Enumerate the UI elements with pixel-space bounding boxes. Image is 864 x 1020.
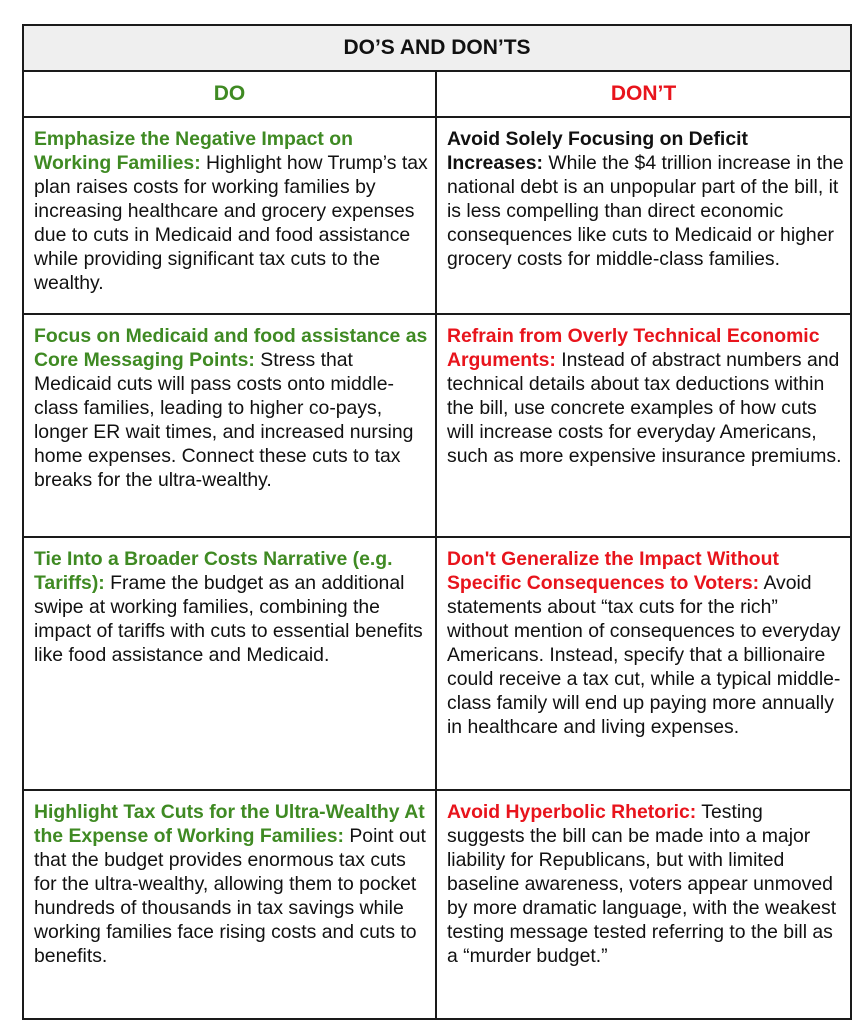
table-row [23, 790, 851, 1019]
table-row [23, 117, 851, 314]
do-cell [23, 314, 436, 537]
do-text: Point out that the budget provides enormous tax cuts for the ultra-wealthy, allowing them to pocket hundreds of thousands in tax savings while working families face rising costs and cuts to benefits. [34, 825, 426, 967]
do-cell [23, 117, 436, 314]
table-row [23, 314, 851, 537]
do-lead: Tie Into a Broader Costs Narrative (e.g. Tariffs): [34, 548, 393, 594]
dont-lead: Don't Generalize the Impact Without Specific Consequences to Voters: [447, 548, 779, 594]
dont-lead: Avoid Hyperbolic Rhetoric: [447, 801, 697, 823]
do-text: Highlight how Trump’s tax plan raises costs for working families by increasing healthcare and grocery expenses due to cuts in Medicaid and food assistance while providing significant tax cuts to the wealthy. [34, 152, 428, 294]
dont-lead: Refrain from Overly Technical Economic Arguments: [447, 325, 820, 371]
do-cell [23, 537, 436, 790]
dont-text: Avoid statements about “tax cuts for the rich” without mention of consequences to everyday Americans. Instead, specify that a billionaire could receive a tax cut, while a typical middle-class family will end up paying more annually in healthcare and living expenses. [447, 572, 841, 738]
do-text: Frame the budget as an additional swipe at working families, combining the impact of tariffs with cuts to essential benefits like food assistance and Medicaid. [34, 572, 423, 666]
do-lead: Highlight Tax Cuts for the Ultra-Wealthy At the Expense of Working Families: [34, 801, 425, 847]
column-header-do: DO [23, 71, 436, 117]
dont-lead: Avoid Solely Focusing on Deficit Increases: [447, 128, 748, 174]
dont-cell [436, 117, 851, 314]
do-cell [23, 790, 436, 1019]
dont-text: Instead of abstract numbers and technical details about tax deductions within the bill, use concrete examples of how cuts will increase costs for everyday Americans, such as more expensive insurance premiums. [447, 349, 842, 467]
column-header-dont: DON’T [436, 71, 851, 117]
table-row [23, 537, 851, 790]
dont-cell [436, 537, 851, 790]
table-title: DO’S AND DON’TS [23, 25, 851, 71]
dont-text: Testing suggests the bill can be made into a major liability for Republicans, but with limited baseline awareness, voters appear unmoved by more dramatic language, with the weakest testing message tested referring to the bill as a “murder budget.” [447, 801, 837, 967]
dos-and-donts-table [22, 24, 852, 1020]
do-lead: Emphasize the Negative Impact on Working Families: [34, 128, 353, 174]
do-text: Stress that Medicaid cuts will pass costs onto middle-class families, leading to higher co-pays, longer ER wait times, and increased nursing home expenses. Connect these cuts to tax breaks for the ultra-wealthy. [34, 349, 414, 491]
do-lead: Focus on Medicaid and food assistance as Core Messaging Points: [34, 325, 428, 371]
dont-cell [436, 790, 851, 1019]
dont-cell [436, 314, 851, 537]
dont-text: While the $4 trillion increase in the national debt is an unpopular part of the bill, it is less compelling than direct economic consequences like cuts to Medicaid or higher grocery costs for middle-class families. [447, 152, 844, 270]
